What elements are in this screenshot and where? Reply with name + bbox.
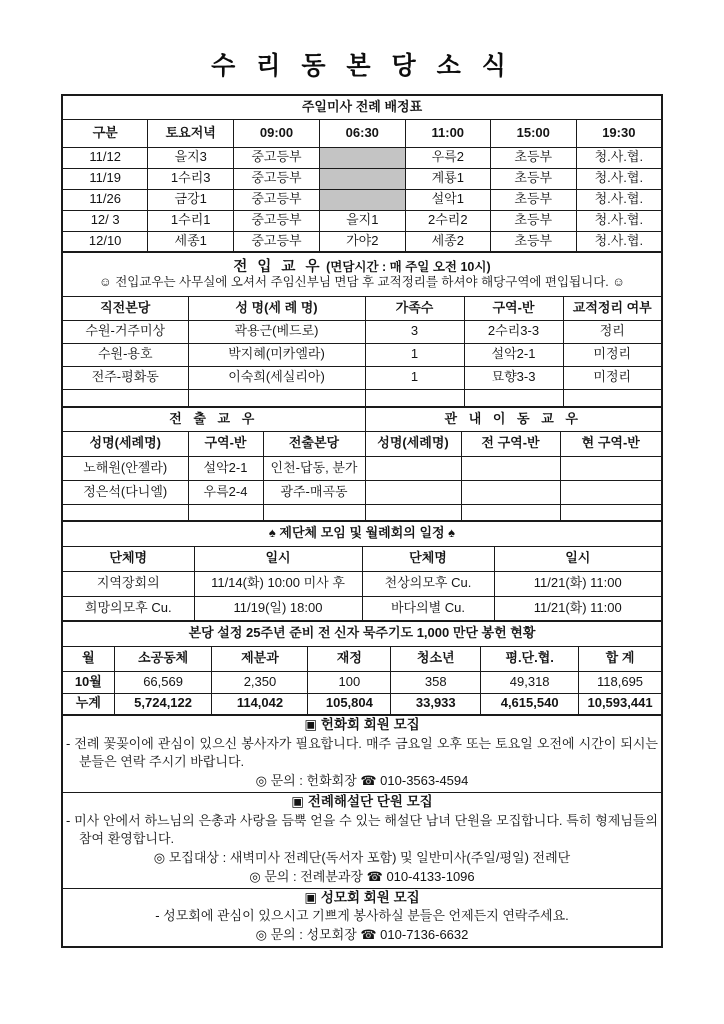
cell (188, 504, 263, 521)
notice-section (62, 793, 662, 889)
notice-title (66, 717, 658, 733)
cell (365, 389, 464, 407)
cell: 1 (365, 366, 464, 389)
mass-header-row (62, 119, 662, 147)
mass-schedule-table (61, 94, 663, 253)
notice-title-text: 성모회 회원 모집 (320, 889, 420, 905)
cell: 세종2 (405, 231, 490, 252)
cell (560, 480, 662, 504)
column-header: 교적정리 여부 (563, 296, 662, 320)
column-header: 청소년 (391, 646, 481, 671)
cell: 설악1 (405, 189, 490, 210)
cell: 미정리 (563, 366, 662, 389)
column-header: 09:00 (234, 119, 320, 147)
notice-section (62, 888, 662, 947)
column-header: 제분과 (212, 646, 308, 671)
rosary-caption: 본당 설정 25주년 준비 전 신자 묵주기도 1,000 만단 봉헌 현황 (62, 621, 662, 646)
cell: 1 (365, 343, 464, 366)
cell: 5,724,122 (114, 693, 212, 715)
cell: 12/ 3 (62, 210, 148, 231)
table-row (62, 671, 662, 693)
cell: 설악2-1 (464, 343, 563, 366)
page-title: 수 리 동 본 당 소 식 (211, 52, 513, 80)
cell: 2수리3-3 (464, 320, 563, 343)
column-header: 구역-반 (188, 431, 263, 456)
cell: 청.사.협. (576, 231, 662, 252)
column-header: 성 명(세 례 명) (188, 296, 365, 320)
notice-line: ◎ 문의 : 전례분과장 ☎ 010-4133-1096 (249, 869, 475, 885)
cell (461, 480, 560, 504)
transfer-in-table (61, 251, 663, 408)
local-move-title: 관 내 이 동 교 우 (365, 407, 662, 431)
cell: 49,318 (481, 671, 579, 693)
table-row (62, 147, 662, 168)
cell: 금강1 (148, 189, 234, 210)
column-header: 합 계 (579, 646, 662, 671)
column-header: 성명(세례명) (365, 431, 461, 456)
cell (365, 480, 461, 504)
cell: 초등부 (490, 210, 576, 231)
column-header: 전출본당 (263, 431, 365, 456)
cell: 정은석(다니엘) (62, 480, 188, 504)
table-row (62, 366, 662, 389)
transfer-in-notice: ☺ 전입교우는 사무실에 오셔서 주임신부님 면담 후 교적정리를 하셔야 해당구역에 편입됩니다. ☺ (98, 275, 626, 290)
cell: 박지혜(미카엘라) (188, 343, 365, 366)
cell: 중고등부 (234, 231, 320, 252)
section-bullet-icon: ▣ (304, 889, 318, 905)
cell: 초등부 (490, 168, 576, 189)
notice-title-text: 헌화회 회원 모집 (320, 717, 420, 732)
cell: 12/10 (62, 231, 148, 252)
column-header: 15:00 (490, 119, 576, 147)
transfer-out-title: 전 출 교 우 (62, 407, 365, 431)
column-header: 재정 (308, 646, 391, 671)
cell: 청.사.협. (576, 147, 662, 168)
cell: 4,615,540 (481, 693, 579, 715)
cell (365, 504, 461, 521)
cell: 수원-용호 (62, 343, 188, 366)
column-header: 구분 (62, 119, 148, 147)
cell: 수원-거주미상 (62, 320, 188, 343)
column-header: 단체명 (62, 546, 194, 571)
column-header: 일시 (494, 546, 662, 571)
rosary-header-row (62, 646, 662, 671)
column-header: 토요저녁 (148, 119, 234, 147)
notice-title (66, 890, 658, 906)
column-header: 평.단.협. (481, 646, 579, 671)
cell: 광주-매곡동 (263, 480, 365, 504)
notice-line: ◎ 문의 : 헌화회장 ☎ 010-3563-4594 (255, 773, 469, 789)
cell: 11/26 (62, 189, 148, 210)
cell: 곽용근(베드로) (188, 320, 365, 343)
column-header: 성명(세례명) (62, 431, 188, 456)
notice-line: ◎ 모집대상 : 새벽미사 전례단(독서자 포함) 및 일반미사(주일/평일) 전례단 (153, 850, 571, 866)
transfer-in-header-row (62, 296, 662, 320)
cell: 114,042 (212, 693, 308, 715)
row-header: 누계 (62, 693, 114, 715)
cell: 1수리1 (148, 210, 234, 231)
table-row (62, 596, 662, 621)
cell: 중고등부 (234, 210, 320, 231)
cell: 지역장회의 (62, 571, 194, 596)
rosary-status-table (61, 620, 663, 716)
cell: 66,569 (114, 671, 212, 693)
notice-line: ◎ 문의 : 성모회장 ☎ 010-7136-6632 (255, 927, 469, 943)
cell: 3 (365, 320, 464, 343)
cell: 가야2 (319, 231, 405, 252)
column-header: 11:00 (405, 119, 490, 147)
column-header: 현 구역-반 (560, 431, 662, 456)
transfer-in-title-note: (면담시간 : 매 주일 오전 10시) (326, 259, 491, 274)
cell: 33,933 (391, 693, 481, 715)
section-bullet-icon: ▣ (304, 717, 318, 732)
transfer-out-and-move-table (61, 406, 663, 522)
notice-line: - 성모회에 관심이 있으시고 기쁘게 봉사하실 분들은 언제든지 연락주세요. (155, 908, 569, 924)
table-row (62, 456, 662, 480)
column-header: 단체명 (362, 546, 494, 571)
cell: 청.사.협. (576, 210, 662, 231)
cell: 바다의별 Cu. (362, 596, 494, 621)
cell (461, 504, 560, 521)
cell: 2수리2 (405, 210, 490, 231)
column-header: 직전본당 (62, 296, 188, 320)
notices-box (61, 714, 663, 948)
cell: 전주-평화동 (62, 366, 188, 389)
table-row-empty (62, 389, 662, 407)
cell: 을지3 (148, 147, 234, 168)
cell: 358 (391, 671, 481, 693)
cell: 희망의모후 Cu. (62, 596, 194, 621)
cell: 천상의모후 Cu. (362, 571, 494, 596)
notice-line: - 미사 안에서 하느님의 은총과 사랑을 듬뿍 얻을 수 있는 해설단 남녀 단원을 모집합니다. 특히 형제님들의 참여 환영합니다. (66, 812, 658, 847)
cell: 우륵2 (405, 147, 490, 168)
notice-section (62, 715, 662, 793)
cell: 10,593,441 (579, 693, 662, 715)
cell: 초등부 (490, 231, 576, 252)
table-row (62, 343, 662, 366)
column-header: 19:30 (576, 119, 662, 147)
cell: 118,695 (579, 671, 662, 693)
cell: 을지1 (319, 210, 405, 231)
transfer-in-caption (62, 252, 662, 296)
cell-shaded (319, 147, 405, 168)
cell: 설악2-1 (188, 456, 263, 480)
cell: 105,804 (308, 693, 391, 715)
cell (563, 389, 662, 407)
cell: 1수리3 (148, 168, 234, 189)
notice-title (66, 794, 658, 810)
cell: 2,350 (212, 671, 308, 693)
cell (560, 504, 662, 521)
table-row (62, 571, 662, 596)
cell (263, 504, 365, 521)
cell (62, 504, 188, 521)
table-row (62, 168, 662, 189)
section-bullet-icon: ▣ (291, 794, 305, 810)
cell: 11/19 (62, 168, 148, 189)
table-row (62, 320, 662, 343)
cell: 묘향3-3 (464, 366, 563, 389)
cell: 노해원(안젤라) (62, 456, 188, 480)
table-row-empty (62, 504, 662, 521)
cell: 세종1 (148, 231, 234, 252)
table-row (62, 480, 662, 504)
cell: 100 (308, 671, 391, 693)
bulletin-content (61, 46, 663, 948)
cell-shaded (319, 189, 405, 210)
cell (188, 389, 365, 407)
column-header: 06:30 (319, 119, 405, 147)
notice-line: - 전례 꽃꽂이에 관심이 있으신 봉사자가 필요합니다. 매주 금요일 오후 또는 토요일 오전에 시간이 되시는 분들은 연락 주시기 바랍니다. (66, 735, 658, 770)
cell: 11/14(화) 10:00 미사 후 (194, 571, 362, 596)
mass-table-caption: 주일미사 전례 배정표 (62, 95, 662, 119)
cell: 초등부 (490, 189, 576, 210)
cell (62, 389, 188, 407)
row-header: 10월 (62, 671, 114, 693)
cell: 계룡1 (405, 168, 490, 189)
column-header: 전 구역-반 (461, 431, 560, 456)
column-header: 일시 (194, 546, 362, 571)
cell: 우륵2-4 (188, 480, 263, 504)
cell (365, 456, 461, 480)
column-header: 월 (62, 646, 114, 671)
table-row (62, 210, 662, 231)
transfer-out-header-row (62, 431, 662, 456)
column-header: 소공동체 (114, 646, 212, 671)
cell: 11/19(일) 18:00 (194, 596, 362, 621)
cell (461, 456, 560, 480)
cell: 중고등부 (234, 147, 320, 168)
table-row (62, 693, 662, 715)
cell: 11/21(화) 11:00 (494, 571, 662, 596)
column-header: 구역-반 (464, 296, 563, 320)
cell: 11/12 (62, 147, 148, 168)
cell: 인천-답동, 분가 (263, 456, 365, 480)
cell: 청.사.협. (576, 168, 662, 189)
notice-title-text: 전례해설단 단원 모집 (307, 794, 433, 810)
cell: 이숙희(세실리아) (188, 366, 365, 389)
cell (464, 389, 563, 407)
cell: 중고등부 (234, 189, 320, 210)
cell: 미정리 (563, 343, 662, 366)
table-row (62, 189, 662, 210)
cell: 청.사.협. (576, 189, 662, 210)
cell: 초등부 (490, 147, 576, 168)
cell: 정리 (563, 320, 662, 343)
cell: 중고등부 (234, 168, 320, 189)
meetings-table (61, 520, 663, 622)
column-header: 가족수 (365, 296, 464, 320)
cell-shaded (319, 168, 405, 189)
transfer-in-title: 전 입 교 우 (233, 258, 323, 275)
meetings-header-row (62, 546, 662, 571)
table-row (62, 231, 662, 252)
meetings-caption: ♠ 제단체 모임 및 월례회의 일정 ♠ (62, 521, 662, 546)
cell: 11/21(화) 11:00 (494, 596, 662, 621)
cell (560, 456, 662, 480)
